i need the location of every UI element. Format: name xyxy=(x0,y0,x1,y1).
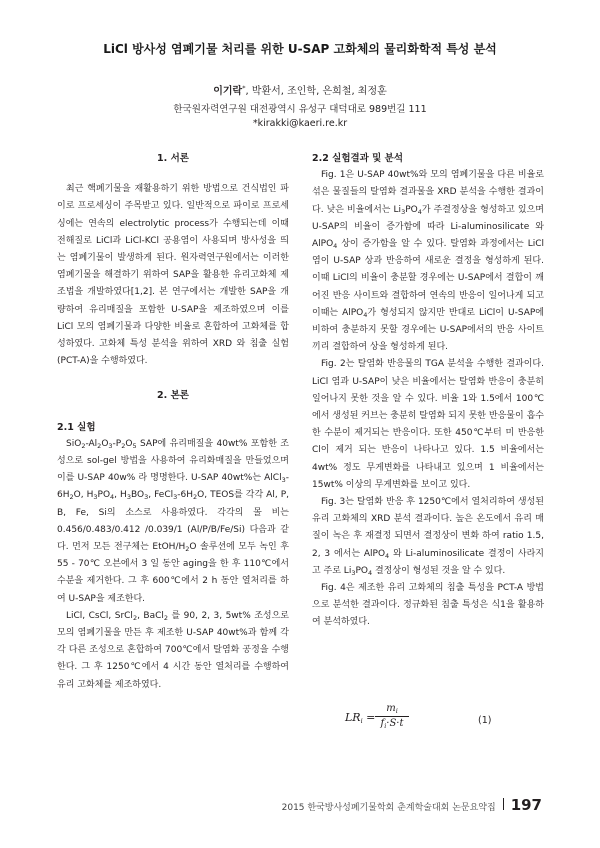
equation-lhs: LRi = xyxy=(345,711,376,725)
page-footer xyxy=(282,796,542,814)
affiliation: 한국원자력연구원 대전광역시 유성구 대덕대로 989번길 111 xyxy=(173,104,427,115)
left-column xyxy=(57,150,289,694)
equation-1 xyxy=(345,703,485,733)
results-paragraph-3: Fig. 3는 탈염화 반응 후 1250℃에서 열처리하여 생성된 유리 고화체의 XRD 분석 결과이다. 높은 온도에서 유리 매질이 녹은 후 재결정 되면서 결정상이 변화 하여 ratio 1.5, 2, 3 에서는 AlPO$_4$ 와 Li-aluminosilicate 결정이 사라지고 주로 $Li_3PO_4$ 결정상이 형성된 것을 알 수 있다. xyxy=(312,497,544,577)
subsection-heading-experiment: 2.1 실험 xyxy=(57,421,96,433)
equation-fraction xyxy=(375,703,409,730)
author-list xyxy=(0,82,600,97)
footer-divider xyxy=(503,798,504,810)
author-email: *kirakki@kaeri.re.kr xyxy=(252,118,348,129)
experiment-paragraph-2: LiCl, CsCl, SrCl$_2$, BaCl$_2$ 를 90, 2, 3, 5wt% 조성으로 모의 염폐기물을 만든 후 제조한 U-SAP 40wt%과 함께 각각 다른 조성으로 혼합하여 700℃에서 탈염화 공정을 수행한다. 그 후 1250℃에서 4 시간 동안 열처리를 수행하여 유리 고화체를 제조하였다. xyxy=(57,610,289,690)
fraction-bar xyxy=(375,716,409,717)
intro-paragraph: 최근 핵폐기물을 재활용하기 위한 방법으로 건식법인 파이로 프로세싱이 주목받고 있다. 일반적으로 파이로 프로세싱에는 연속의 electrolytic process가 수행되는데 이때 전해질로 LiCl과 LiCl-KCl 공용염이 사용되며 방사성을 띄는 염폐기물이 발생하게 된다. 원자력연구원에서는 이러한 염폐기물을 해결하기 위하여 SAP을 활용한 유리고화체 제조법을 개발하였다[1,2]. 본 연구에서는 개발한 SAP을 개량하여 유리매질을 포함한 U-SAP을 제조하였으며 이를 LiCl 모의 염폐기물과 다양한 비율로 혼합하여 고화체를 합성하였다. 고화체 특성 분석을 위하여 XRD 와 침출 실험 (PCT-A)을 수행하였다. xyxy=(57,184,289,367)
right-column xyxy=(312,150,544,632)
page-number: 197 xyxy=(510,796,542,814)
corresponding-mark: * xyxy=(242,84,246,92)
equation-denominator: $f_i\cdot S\cdot t$ xyxy=(380,718,404,730)
results-paragraph-2: Fig. 2는 탈염화 반응물의 TGA 분석을 수행한 결과이다. LiCl 염과 U-SAP이 낮은 비율에서는 탈염화 반응이 충분히 일어나지 못한 것을 알 수 있다. 비율 1와 1.5에서 100℃에서 생성된 커브는 충분히 탈염화 되지 못한 반응물이 흡수한 수분이 제거되는 반응이다. 또한 450℃부터 미 반응한 Cl이 제거 되는 반응이 나타나고 있다. 1.5 비율에서는 4wt% 정도 무게변화를 나타내고 있으며 1 비율에서는 15wt% 이상의 무게변화를 보이고 있다. xyxy=(312,359,544,490)
proceedings-name: 2015 한국방사성폐기물학회 춘계학술대회 논문요약집 xyxy=(281,803,496,813)
paper-title: LiCl 방사성 염폐기물 처리를 위한 U-SAP 고화체의 물리화학적 특성 분석 xyxy=(103,42,497,56)
section-heading-intro: 1. 서론 xyxy=(157,153,189,164)
results-paragraph-4: Fig. 4은 제조한 유리 고화체의 침출 특성을 PCT-A 방법으로 분석한 결과이다. 정규화된 침출 특성은 식1을 활용하여 분석하였다. xyxy=(312,583,544,628)
co-authors: , 박환서, 조인학, 은희철, 최정훈 xyxy=(245,86,387,97)
lead-author: 이기락 xyxy=(213,86,243,97)
results-paragraph-1: Fig. 1은 U-SAP 40wt%와 모의 염폐기물을 다른 비율로 섞은 물질들의 탈염화 결과물을 XRD 분석을 수행한 결과이다. 낮은 비율에서는 $Li_3PO_4$가 주결정상을 형성하고 있으며 U-SAP의 비율이 증가함에 따라 Li-aluminosilicate 와 AlPO$_4$ 상이 증가함을 알 수 있다. 탈염화 과정에서는 LiCl 염이 U-SAP 상과 반응하여 새로운 결정을 형성하게 된다. 이때 LiCl의 비율이 충분할 경우에는 U-SAP에서 결합이 깨어진 반응 사이트와 결합하여 연속의 반응이 일어나게 되고 이때는 AlPO$_4$가 형성되지 않지만 반대로 LiCl이 U-SAP에 비하여 충분하지 못할 경우에는 U-SAP에서의 반응 사이트끼리 결합하여 상을 형성하게 된다. xyxy=(312,170,545,353)
equation-number: (1) xyxy=(478,715,492,726)
section-heading-body: 2. 본론 xyxy=(157,390,189,402)
experiment-paragraph-1: $SiO_2-Al_2O_3-P_2O_5$ SAP에 유리매질을 40wt% 포함한 조성으로 sol-gel 방법을 사용하여 유리화매질을 만들었으며 이를 U-SAP 40w% 라 명명한다. U-SAP 40wt%는 $AlCl_3-6H_2O$, $H_3PO_4$, $H_3BO_3$, $FeCl_3-6H_2O$, TEOS를 각각 Al, P, B, Fe, Si의 소스로 사용하였다. 각각의 몰 비는 0.456/0.483/0.412 /0.039/1 (Al/P/B/Fe/Si) 다음과 같다. 먼저 모든 전구체는 EtOH/$H_2O$ 솔루션에 모두 녹인 후 55 - 70℃ 오븐에서 3 일 동안 aging을 한 후 110℃에서 수분을 제거한다. 그 후 600℃에서 2 h 동안 열처리를 하여 U-SAP을 제조한다. xyxy=(57,438,290,604)
equation-numerator: $m_i$ xyxy=(386,703,398,715)
subsection-heading-results: 2.2 실험결과 및 분석 xyxy=(312,153,403,164)
